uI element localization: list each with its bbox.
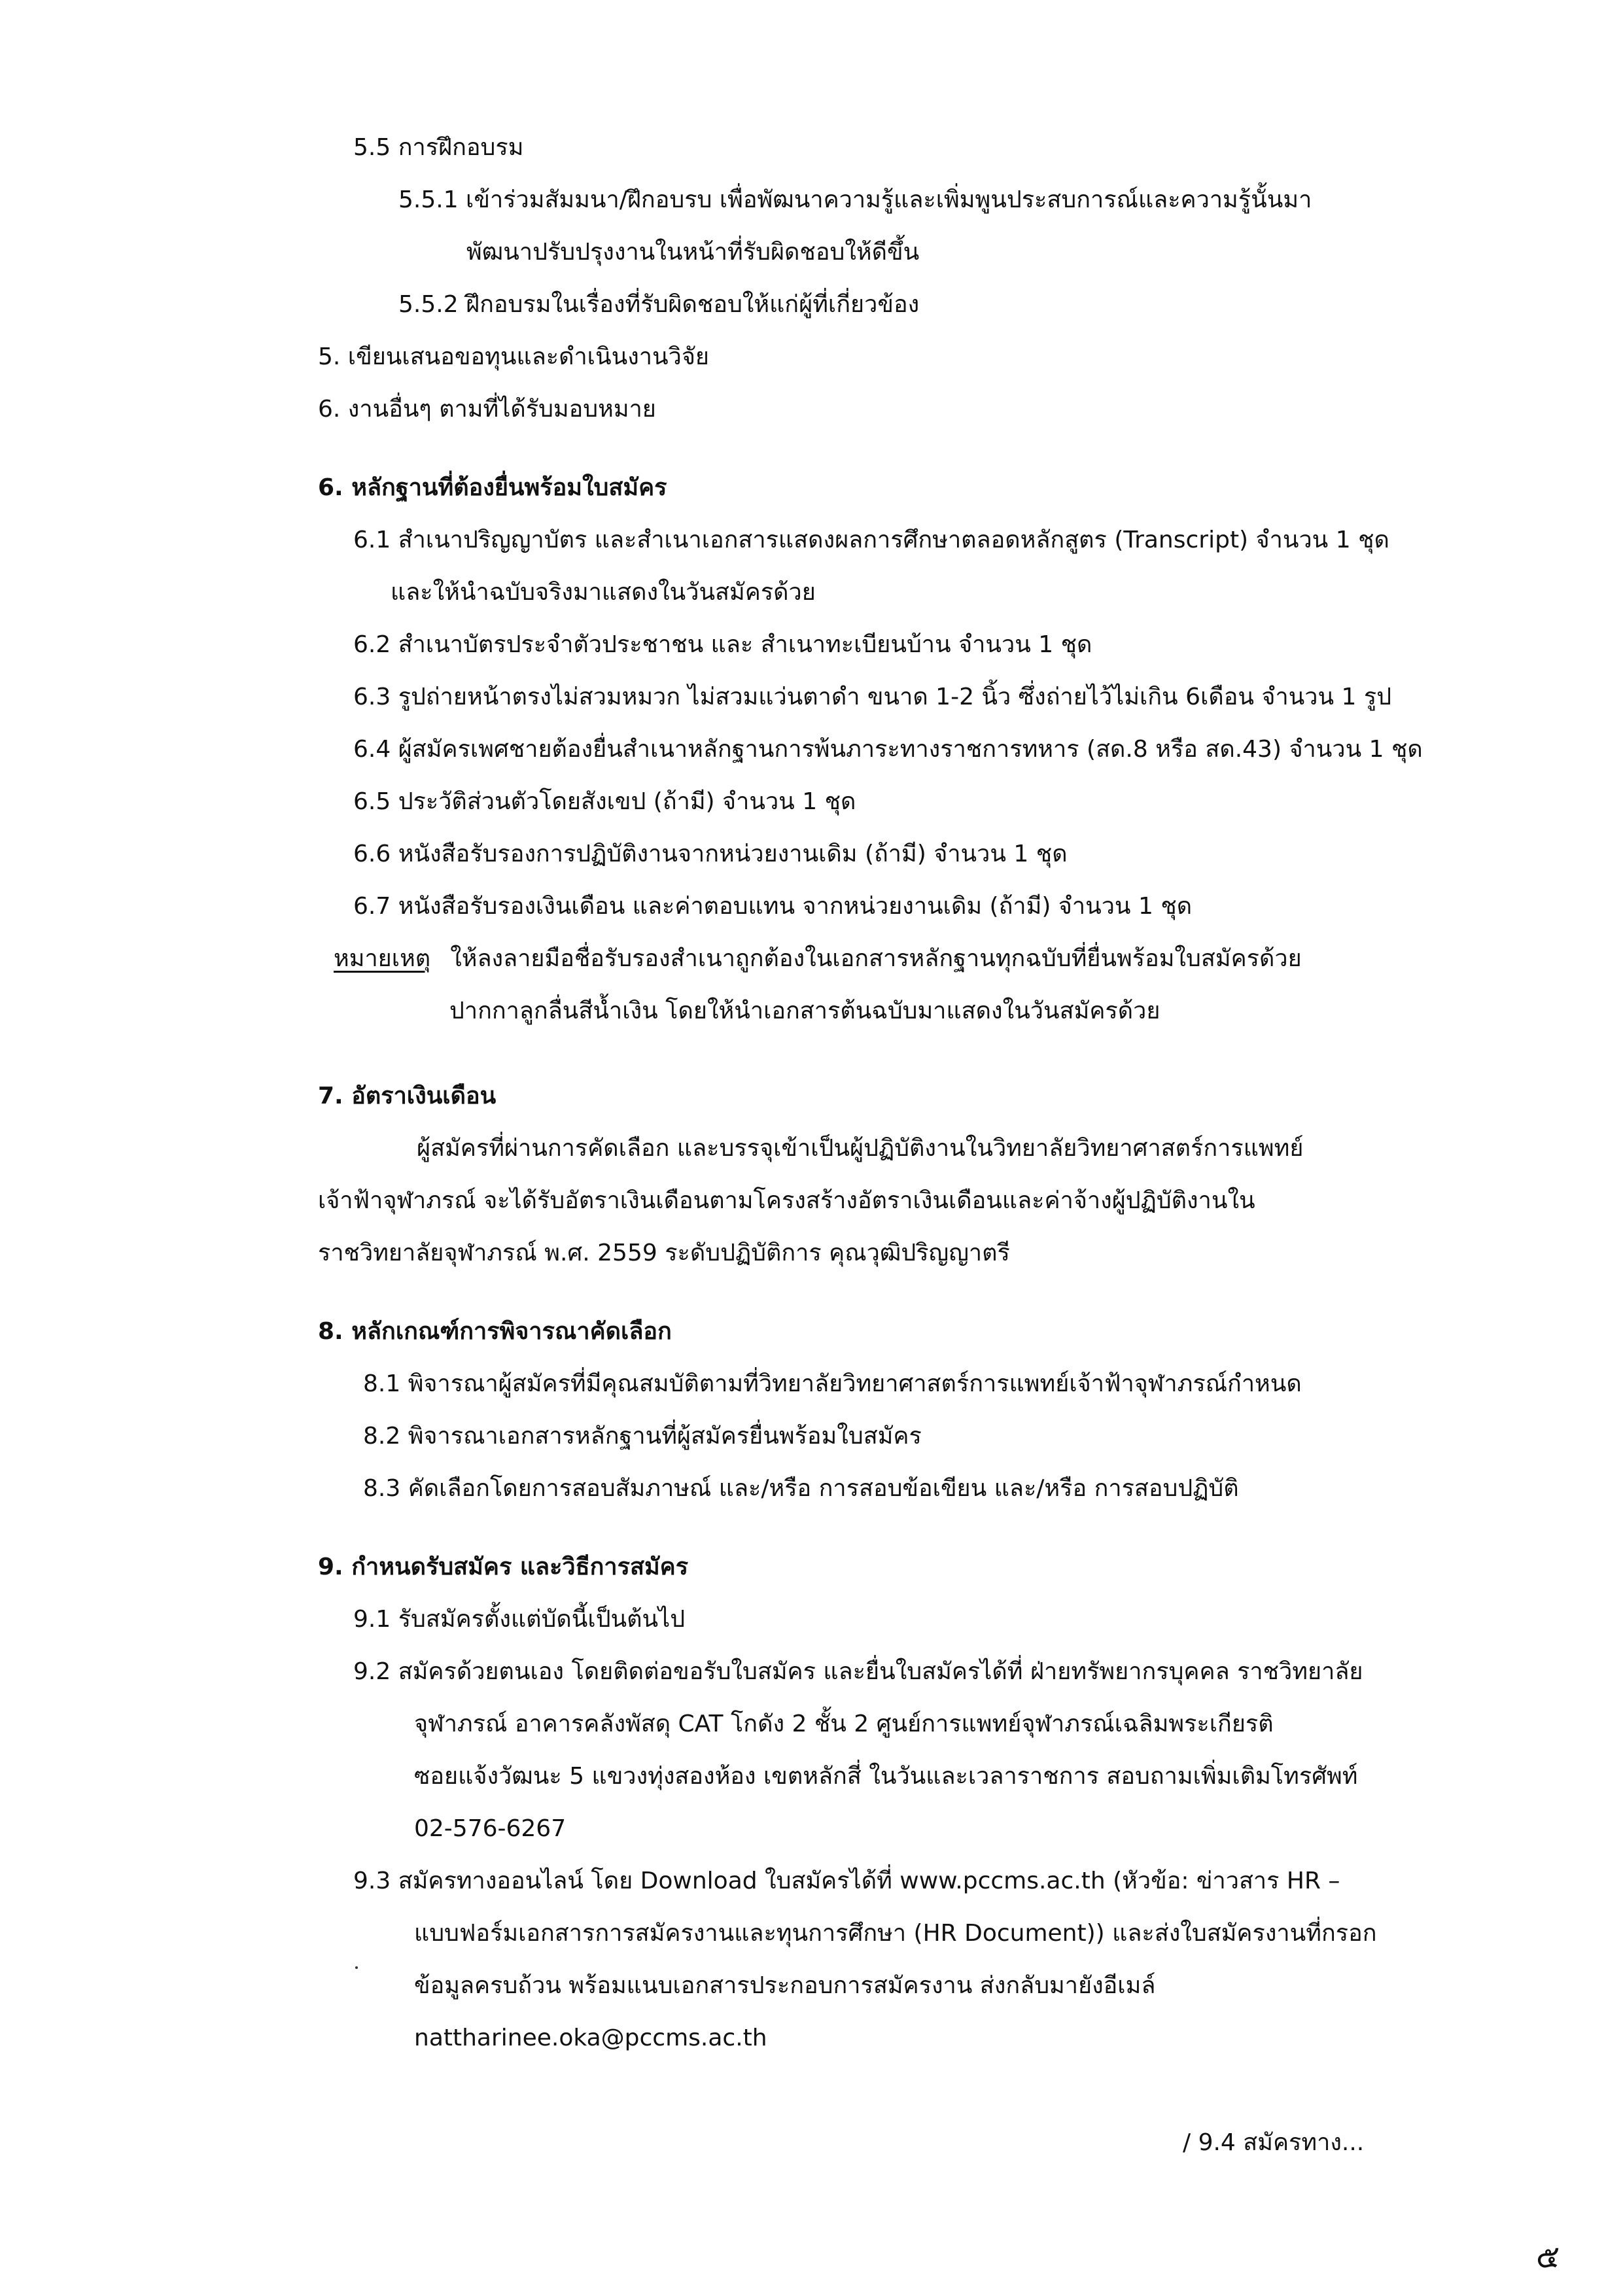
line-9-3-cont-2: ข้อมูลครบถ้วน พร้อมแนบเอกสารประกอบการสมัครงาน ส่งกลับมายังอีเมล์ <box>414 1972 1156 1999</box>
line-5-5-1-cont: พัฒนาปรับปรุงงานในหน้าที่รับผิดชอบให้ดีขึ้น <box>466 239 920 266</box>
line-6-7: 6.7 หนังสือรับรองเงินเดือน และค่าตอบแทน จากหน่วยงานเดิม (ถ้ามี) จำนวน 1 ชุด <box>353 893 1193 920</box>
note-text: ให้ลงลายมือชื่อรับรองสำเนาถูกต้องในเอกสารหลักฐานทุกฉบับที่ยื่นพร้อมใบสมัครด้วย <box>450 945 1302 972</box>
line-6-4: 6.4 ผู้สมัครเพศชายต้องยื่นสำเนาหลักฐานการพ้นภาระทางราชการทหาร (สด.8 หรือ สด.43) จำนวน 1 ชุด <box>353 736 1423 763</box>
line-8-1: 8.1 พิจารณาผู้สมัครที่มีคุณสมบัติตามที่วิทยาลัยวิทยาศาสตร์การแพทย์เจ้าฟ้าจุฬาภรณ์กำหนด <box>363 1370 1302 1397</box>
note-line <box>334 939 1302 979</box>
salary-line-1: ผู้สมัครที่ผ่านการคัดเลือก และบรรจุเข้าเป็นผู้ปฏิบัติงานในวิทยาลัยวิทยาศาสตร์การแพทย์ <box>417 1135 1304 1162</box>
stray-dot <box>355 1966 358 1969</box>
line-6-3: 6.3 รูปถ่ายหน้าตรงไม่สวมหมวก ไม่สวมแว่นตาดำ ขนาด 1-2 นิ้ว ซึ่งถ่ายไว้ไม่เกิน 6เดือน จำนวน 1 รูป <box>353 684 1392 710</box>
line-9-2-cont-1: จุฬาภรณ์ อาคารคลังพัสดุ CAT โกดัง 2 ชั้น 2 ศูนย์การแพทย์จุฬาภรณ์เฉลิมพระเกียรติ <box>414 1711 1274 1737</box>
line-5-5-1: 5.5.1 เข้าร่วมสัมมนา/ฝึกอบรบ เพื่อพัฒนาความรู้และเพิ่มพูนประสบการณ์และความรู้นั้นมา <box>398 186 1312 213</box>
line-8-3: 8.3 คัดเลือกโดยการสอบสัมภาษณ์ และ/หรือ การสอบข้อเขียน และ/หรือ การสอบปฏิบัติ <box>363 1475 1239 1502</box>
line-duty-5: 5. เขียนเสนอขอทุนและดำเนินงานวิจัย <box>318 343 710 370</box>
line-9-1: 9.1 รับสมัครตั้งแต่บัดนี้เป็นต้นไป <box>353 1606 686 1633</box>
line-5-5-2: 5.5.2 ฝึกอบรมในเรื่องที่รับผิดชอบให้แก่ผู้ที่เกี่ยวข้อง <box>398 291 920 318</box>
heading-8: 8. หลักเกณฑ์การพิจารณาคัดเลือก <box>318 1318 672 1345</box>
line-9-2: 9.2 สมัครด้วยตนเอง โดยติดต่อขอรับใบสมัคร และยื่นใบสมัครได้ที่ ฝ่ายทรัพยากรบุคคล ราชวิทยาลัย <box>353 1658 1363 1685</box>
line-duty-6: 6. งานอื่นๆ ตามที่ได้รับมอบหมาย <box>318 396 656 423</box>
line-6-1-cont: และให้นำฉบับจริงมาแสดงในวันสมัครด้วย <box>391 579 816 606</box>
note-line-cont: ปากกาลูกลื่นสีน้ำเงิน โดยให้นำเอกสารต้นฉบับมาแสดงในวันสมัครด้วย <box>449 998 1161 1024</box>
line-6-2: 6.2 สำเนาบัตรประจำตัวประชาชน และ สำเนาทะเบียนบ้าน จำนวน 1 ชุด <box>353 631 1092 658</box>
page-number: ๕ <box>1536 2238 1560 2275</box>
heading-9: 9. กำหนดรับสมัคร และวิธีการสมัคร <box>318 1554 689 1580</box>
line-6-6: 6.6 หนังสือรับรองการปฏิบัติงานจากหน่วยงานเดิม (ถ้ามี) จำนวน 1 ชุด <box>353 841 1068 867</box>
line-9-3: 9.3 สมัครทางออนไลน์ โดย Download ใบสมัครได้ที่ www.pccms.ac.th (หัวข้อ: ข่าวสาร HR – <box>353 1868 1340 1894</box>
line-8-2: 8.2 พิจารณาเอกสารหลักฐานที่ผู้สมัครยื่นพร้อมใบสมัคร <box>363 1423 922 1450</box>
line-5-5: 5.5 การฝึกอบรม <box>353 134 524 161</box>
line-6-5: 6.5 ประวัติส่วนตัวโดยสังเขป (ถ้ามี) จำนวน 1 ชุด <box>353 788 856 815</box>
salary-line-2: เจ้าฟ้าจุฬาภรณ์ จะได้รับอัตราเงินเดือนตามโครงสร้างอัตราเงินเดือนและค่าจ้างผู้ปฏิบัติงานใน <box>318 1187 1255 1214</box>
salary-line-3: ราชวิทยาลัยจุฬาภรณ์ พ.ศ. 2559 ระดับปฏิบัติการ คุณวุฒิปริญญาตรี <box>318 1240 1010 1266</box>
line-9-3-cont-1: แบบฟอร์มเอกสารการสมัครงานและทุนการศึกษา (HR Document)) และส่งใบสมัครงานที่กรอก <box>414 1920 1377 1947</box>
heading-7: 7. อัตราเงินเดือน <box>318 1083 497 1109</box>
continuation-note: / 9.4 สมัครทาง... <box>1183 2129 1365 2156</box>
email-address: nattharinee.oka@pccms.ac.th <box>414 2025 767 2051</box>
line-6-1: 6.1 สำเนาปริญญาบัตร และสำเนาเอกสารแสดงผลการศึกษาตลอดหลักสูตร (Transcript) จำนวน 1 ชุด <box>353 527 1389 553</box>
note-label: หมายเหตุ <box>334 945 431 972</box>
phone-number: 02-576-6267 <box>414 1815 567 1842</box>
line-9-2-cont-2: ซอยแจ้งวัฒนะ 5 แขวงทุ่งสองห้อง เขตหลักสี่ ในวันและเวลาราชการ สอบถามเพิ่มเติมโทรศัพท์ <box>414 1763 1358 1790</box>
heading-6: 6. หลักฐานที่ต้องยื่นพร้อมใบสมัคร <box>318 474 667 501</box>
